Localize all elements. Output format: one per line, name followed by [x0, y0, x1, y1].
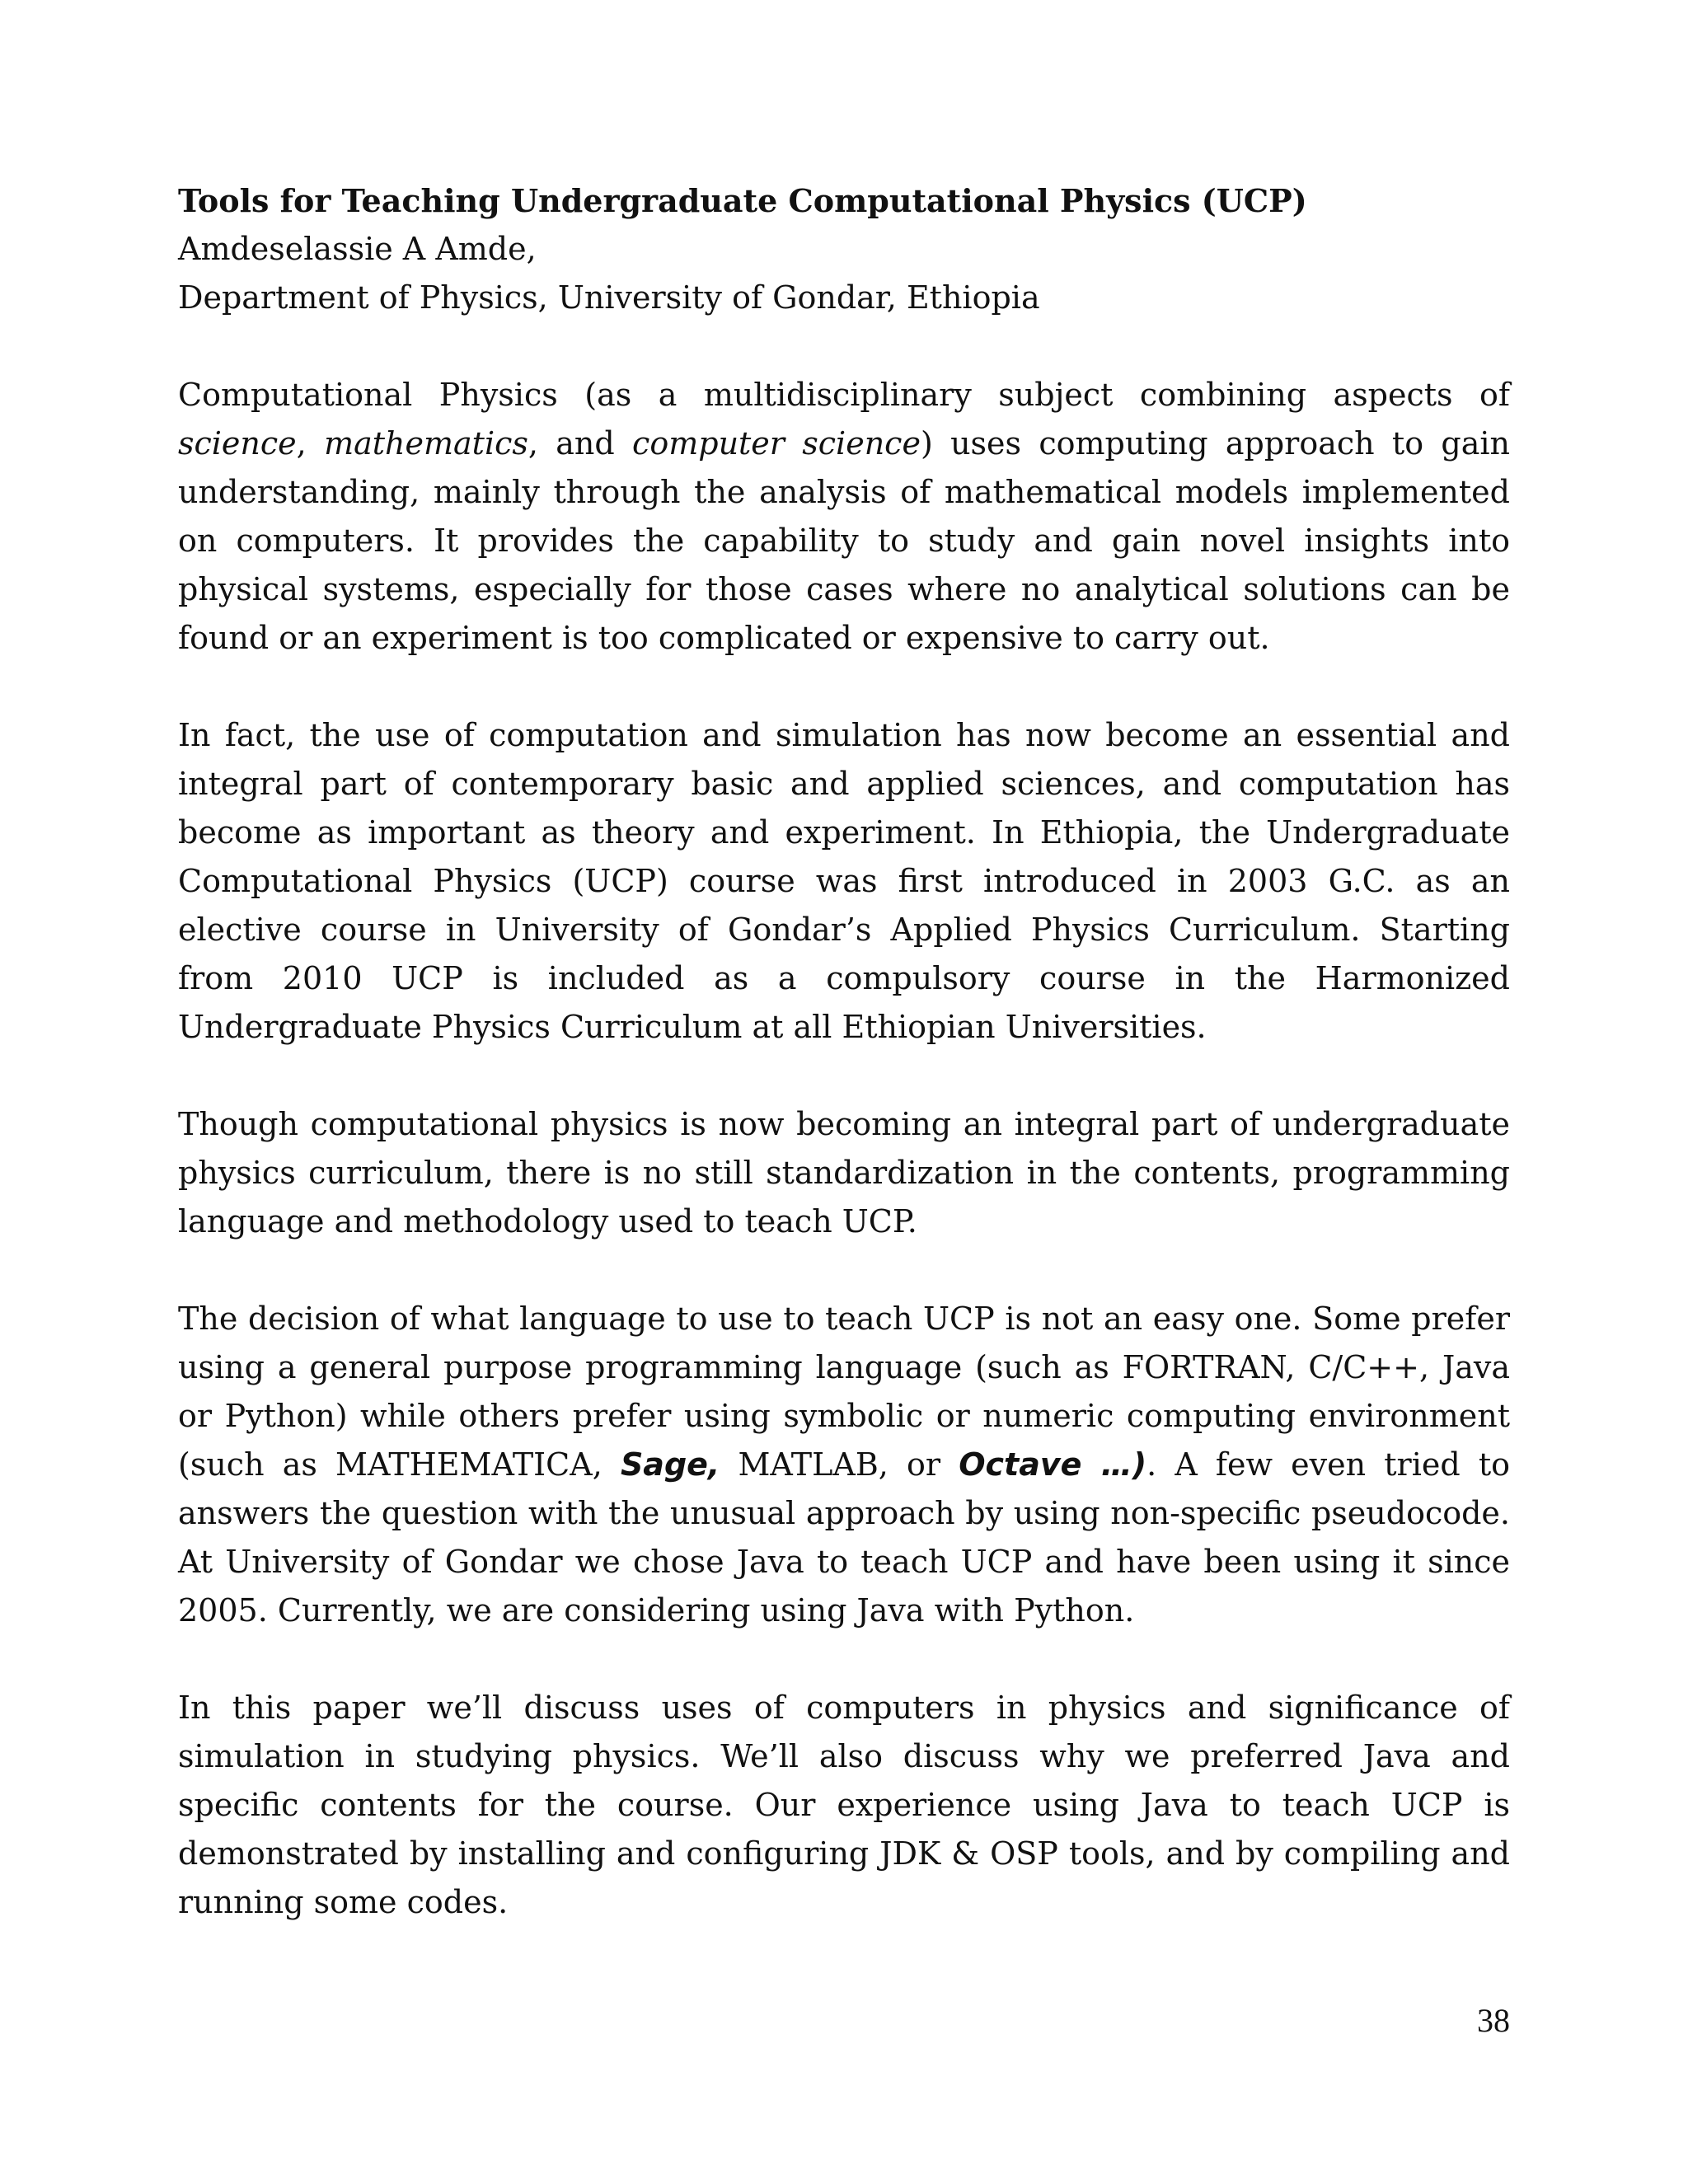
paragraph-1-text-a: Computational Physics (as a multidisciplinary subject combining aspects of	[178, 377, 1510, 413]
author-name: Amdeselassie A Amde,	[178, 231, 537, 267]
paragraph-5: In this paper we’ll discuss uses of computers in physics and significance of simulation in studying physics. We’ll also discuss why we preferred Java and specific contents for the course. Our experience using Java to teach UCP is demonstrated by installing and configuring JDK & OSP tools, and by compiling and running some codes.	[178, 1690, 1510, 1920]
paragraph-4	[178, 1295, 1510, 1635]
paragraph-1-italic-computer-science: computer science	[632, 425, 921, 462]
paragraph-1-text-d: ) uses computing approach to gain understanding, mainly through the analysis of mathematical models implemented on computers. It provides the capability to study and gain novel insights into physical systems, especially for those cases where no analytical solutions can be found or an experiment is too complicated or expensive to carry out.	[178, 425, 1510, 656]
document-body	[178, 176, 1510, 1927]
paragraph-4-bold-octave: Octave …)	[959, 1446, 1147, 1483]
paragraph-1-italic-mathematics: mathematics	[324, 425, 528, 462]
paragraph-1	[178, 371, 1510, 663]
author-affiliation: Department of Physics, University of Gondar, Ethiopia	[178, 279, 1040, 316]
paragraph-1-italic-science: science	[178, 425, 297, 462]
paragraph-4-text-a: The decision of what language to use to teach UCP is not an easy one. Some prefer using a general purpose programming language (such as FORTRAN, C/C++, Java or Python) while others prefer using symbolic or numeric computing environment (such as MATHEMATICA,	[178, 1301, 1510, 1483]
paragraph-4-text-c: . A few even tried to answers the question with the unusual approach by using non-specific pseudocode. At University of Gondar we chose Java to teach UCP and have been using it since 2005. Currently, we are considering using Java with Python.	[178, 1446, 1510, 1629]
paragraph-3: Though computational physics is now becoming an integral part of undergraduate physics curriculum, there is no still standardization in the contents, programming language and methodology used to teach UCP.	[178, 1106, 1510, 1240]
paragraph-1-text-c: , and	[528, 425, 633, 462]
paper-title: Tools for Teaching Undergraduate Computational Physics (UCP)	[178, 182, 1307, 219]
paragraph-4-bold-sage: Sage,	[620, 1446, 720, 1483]
page-number: 38	[1477, 2002, 1510, 2039]
paragraph-2: In fact, the use of computation and simulation has now become an essential and integral part of contemporary basic and applied sciences, and computation has become as important as theory and experiment. In Ethiopia, the Undergraduate Computational Physics (UCP) course was first introduced in 2003 G.C. as an elective course in University of Gondar’s Applied Physics Curriculum. Starting from 2010 UCP is included as a compulsory course in the Harmonized Undergraduate Physics Curriculum at all Ethiopian Universities.	[178, 717, 1510, 1045]
paragraph-1-text-b: ,	[296, 425, 325, 462]
paragraph-4-text-b: MATLAB, or	[720, 1446, 959, 1483]
